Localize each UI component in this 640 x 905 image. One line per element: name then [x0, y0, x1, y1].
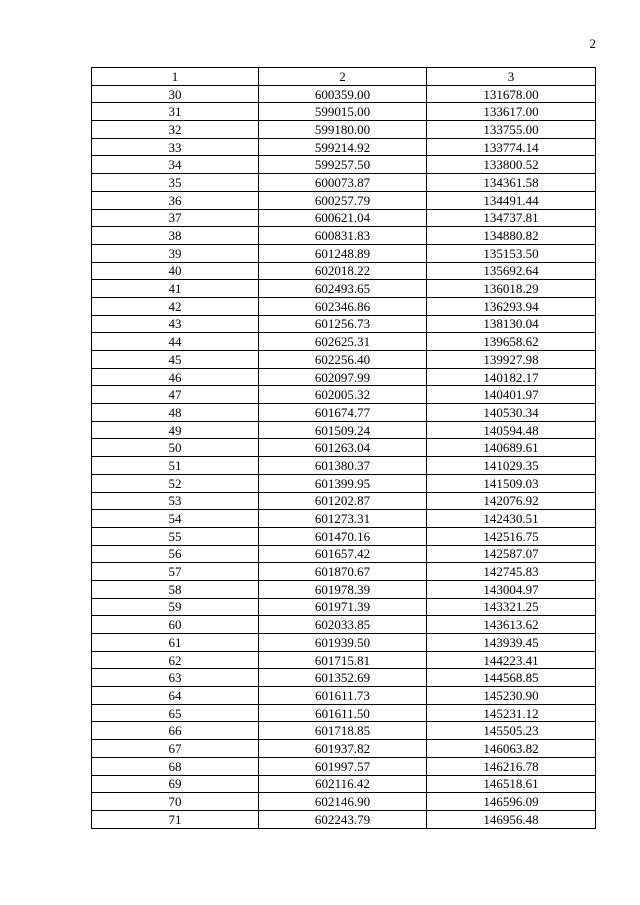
table-row [92, 386, 596, 404]
table-cell: 600257.79 [259, 191, 427, 209]
table-cell: 601611.50 [259, 704, 427, 722]
table-cell: 146596.09 [427, 793, 596, 811]
table-row [92, 580, 596, 598]
table-cell: 602146.90 [259, 793, 427, 811]
table-cell: 602625.31 [259, 333, 427, 351]
column-header-1: 1 [92, 68, 259, 86]
table-cell: 138130.04 [427, 315, 596, 333]
table-row [92, 757, 596, 775]
table-cell: 602256.40 [259, 351, 427, 369]
table-cell: 601997.57 [259, 757, 427, 775]
table-cell: 140182.17 [427, 368, 596, 386]
table-row [92, 740, 596, 758]
table-cell: 37 [92, 209, 259, 227]
table-row [92, 404, 596, 422]
table-cell: 140594.48 [427, 421, 596, 439]
table-row [92, 687, 596, 705]
table-cell: 134880.82 [427, 227, 596, 245]
table-cell: 64 [92, 687, 259, 705]
table-cell: 601399.95 [259, 474, 427, 492]
table-row [92, 121, 596, 139]
table-cell: 63 [92, 669, 259, 687]
table-cell: 59 [92, 598, 259, 616]
table-cell: 49 [92, 421, 259, 439]
table-row [92, 527, 596, 545]
table-cell: 600359.00 [259, 85, 427, 103]
table-cell: 42 [92, 297, 259, 315]
table-cell: 54 [92, 510, 259, 528]
table-cell: 62 [92, 651, 259, 669]
table-cell: 31 [92, 103, 259, 121]
table-cell: 600621.04 [259, 209, 427, 227]
table-row [92, 439, 596, 457]
table-cell: 69 [92, 775, 259, 793]
table-cell: 57 [92, 563, 259, 581]
table-cell: 52 [92, 474, 259, 492]
table-cell: 602018.22 [259, 262, 427, 280]
table-cell: 142587.07 [427, 545, 596, 563]
table-cell: 36 [92, 191, 259, 209]
table-cell: 135692.64 [427, 262, 596, 280]
table-cell: 601715.81 [259, 651, 427, 669]
table-cell: 136293.94 [427, 297, 596, 315]
table-cell: 143939.45 [427, 634, 596, 652]
table-cell: 599214.92 [259, 138, 427, 156]
table-cell: 34 [92, 156, 259, 174]
page-number: 2 [589, 36, 596, 51]
table-cell: 600073.87 [259, 174, 427, 192]
table-cell: 602493.65 [259, 280, 427, 298]
table-cell: 143613.62 [427, 616, 596, 634]
table-cell: 139658.62 [427, 333, 596, 351]
table-row [92, 634, 596, 652]
table-row [92, 598, 596, 616]
table-cell: 601256.73 [259, 315, 427, 333]
table-cell: 32 [92, 121, 259, 139]
table-cell: 146216.78 [427, 757, 596, 775]
table-cell: 41 [92, 280, 259, 298]
table-row [92, 793, 596, 811]
table-cell: 601870.67 [259, 563, 427, 581]
table-cell: 601273.31 [259, 510, 427, 528]
table-row [92, 492, 596, 510]
table-row [92, 722, 596, 740]
table-cell: 136018.29 [427, 280, 596, 298]
table-row [92, 616, 596, 634]
table-cell: 601718.85 [259, 722, 427, 740]
table-cell: 71 [92, 810, 259, 828]
table-row [92, 315, 596, 333]
table-cell: 131678.00 [427, 85, 596, 103]
table-row [92, 138, 596, 156]
table-cell: 70 [92, 793, 259, 811]
table-cell: 602243.79 [259, 810, 427, 828]
table-row [92, 810, 596, 828]
table-cell: 143321.25 [427, 598, 596, 616]
table-cell: 50 [92, 439, 259, 457]
table-cell: 145505.23 [427, 722, 596, 740]
table-cell: 142745.83 [427, 563, 596, 581]
table-cell: 602346.86 [259, 297, 427, 315]
table-row [92, 474, 596, 492]
table-cell: 601939.50 [259, 634, 427, 652]
table-cell: 140689.61 [427, 439, 596, 457]
table-cell: 602116.42 [259, 775, 427, 793]
table-cell: 601509.24 [259, 421, 427, 439]
table-cell: 601263.04 [259, 439, 427, 457]
table-cell: 133755.00 [427, 121, 596, 139]
table-cell: 53 [92, 492, 259, 510]
table-row [92, 333, 596, 351]
table-cell: 602033.85 [259, 616, 427, 634]
table-cell: 38 [92, 227, 259, 245]
table-row [92, 351, 596, 369]
table-cell: 46 [92, 368, 259, 386]
table-cell: 142076.92 [427, 492, 596, 510]
table-cell: 601657.42 [259, 545, 427, 563]
table-cell: 44 [92, 333, 259, 351]
table-cell: 133774.14 [427, 138, 596, 156]
table-cell: 601978.39 [259, 580, 427, 598]
table-cell: 601937.82 [259, 740, 427, 758]
table-cell: 140530.34 [427, 404, 596, 422]
table-cell: 601202.87 [259, 492, 427, 510]
table-cell: 140401.97 [427, 386, 596, 404]
table-cell: 146063.82 [427, 740, 596, 758]
table-row [92, 421, 596, 439]
table-cell: 58 [92, 580, 259, 598]
table-cell: 30 [92, 85, 259, 103]
table-cell: 51 [92, 457, 259, 475]
table-cell: 143004.97 [427, 580, 596, 598]
table-cell: 601971.39 [259, 598, 427, 616]
table-cell: 601380.37 [259, 457, 427, 475]
table-row [92, 704, 596, 722]
table-cell: 599257.50 [259, 156, 427, 174]
table-row [92, 209, 596, 227]
table-row [92, 174, 596, 192]
table-cell: 47 [92, 386, 259, 404]
table-row [92, 775, 596, 793]
table-row [92, 85, 596, 103]
table-cell: 599180.00 [259, 121, 427, 139]
table-row [92, 227, 596, 245]
table-header [92, 68, 596, 86]
table-cell: 602097.99 [259, 368, 427, 386]
table-cell: 133617.00 [427, 103, 596, 121]
column-header-3: 3 [427, 68, 596, 86]
table-cell: 67 [92, 740, 259, 758]
table-row [92, 280, 596, 298]
table-cell: 141029.35 [427, 457, 596, 475]
table-cell: 601470.16 [259, 527, 427, 545]
table-cell: 45 [92, 351, 259, 369]
table-cell: 146956.48 [427, 810, 596, 828]
table-cell: 142516.75 [427, 527, 596, 545]
table-row [92, 156, 596, 174]
coordinates-table [91, 67, 596, 829]
table-cell: 48 [92, 404, 259, 422]
table-header-row [92, 68, 596, 86]
table-body [92, 85, 596, 828]
table-cell: 600831.83 [259, 227, 427, 245]
table-cell: 55 [92, 527, 259, 545]
table-cell: 601611.73 [259, 687, 427, 705]
table-cell: 134491.44 [427, 191, 596, 209]
table-cell: 43 [92, 315, 259, 333]
table-cell: 39 [92, 244, 259, 262]
table-cell: 601248.89 [259, 244, 427, 262]
table-row [92, 103, 596, 121]
table-row [92, 297, 596, 315]
table-cell: 141509.03 [427, 474, 596, 492]
table-cell: 60 [92, 616, 259, 634]
table-cell: 145230.90 [427, 687, 596, 705]
table-row [92, 368, 596, 386]
table-cell: 135153.50 [427, 244, 596, 262]
table-row [92, 191, 596, 209]
table-cell: 144223.41 [427, 651, 596, 669]
table-cell: 68 [92, 757, 259, 775]
table-row [92, 563, 596, 581]
table-cell: 56 [92, 545, 259, 563]
table-cell: 40 [92, 262, 259, 280]
table-cell: 142430.51 [427, 510, 596, 528]
table-cell: 66 [92, 722, 259, 740]
table-cell: 602005.32 [259, 386, 427, 404]
table-cell: 33 [92, 138, 259, 156]
table-cell: 601674.77 [259, 404, 427, 422]
table-cell: 599015.00 [259, 103, 427, 121]
table-row [92, 457, 596, 475]
table-row [92, 262, 596, 280]
table-cell: 134361.58 [427, 174, 596, 192]
table-cell: 133800.52 [427, 156, 596, 174]
table-cell: 146518.61 [427, 775, 596, 793]
table-cell: 65 [92, 704, 259, 722]
table-cell: 61 [92, 634, 259, 652]
table-cell: 601352.69 [259, 669, 427, 687]
table-row [92, 545, 596, 563]
table-row [92, 651, 596, 669]
table-cell: 35 [92, 174, 259, 192]
column-header-2: 2 [259, 68, 427, 86]
table-row [92, 669, 596, 687]
table-row [92, 510, 596, 528]
table-cell: 134737.81 [427, 209, 596, 227]
table-cell: 144568.85 [427, 669, 596, 687]
table-row [92, 244, 596, 262]
table-cell: 145231.12 [427, 704, 596, 722]
table-cell: 139927.98 [427, 351, 596, 369]
